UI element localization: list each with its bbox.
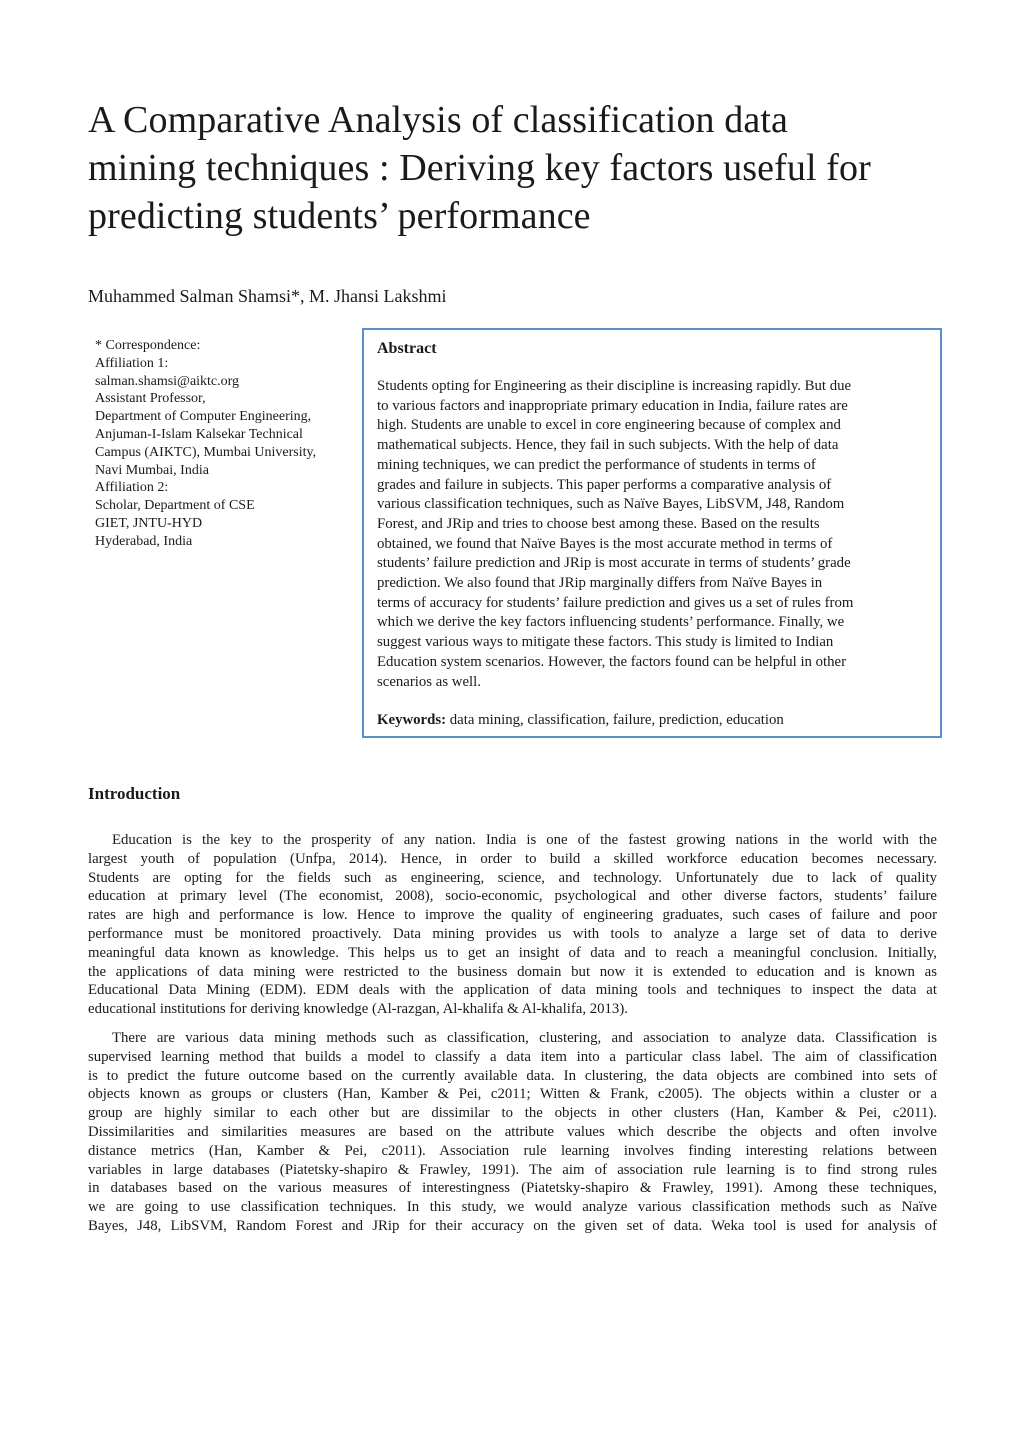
paragraph-line: Education is the key to the prosperity of any nation. India is one of the fastest growing nations in the world with the <box>112 832 937 848</box>
paragraph-line: meaningful data known as knowledge. This helps us to get an insight of data and to reach a meaningful conclusion. Initially, <box>88 944 937 961</box>
paragraph-line: performance must be monitored proactively. Data mining provides us with tools to analyze a large set of data to derive <box>88 925 937 942</box>
affiliation-line: Navi Mumbai, India <box>95 462 209 478</box>
paragraph-line: Dissimilarities and similarities measures are based on the attribute values which describe the objects and often involve <box>88 1123 937 1140</box>
introduction-heading: Introduction <box>88 784 181 803</box>
correspondence-email: salman.shamsi@aiktc.org <box>95 373 240 389</box>
paragraph-line: largest youth of population (Unfpa, 2014). Hence, in order to build a skilled workforce education becomes necessary. <box>88 850 937 867</box>
title-line: mining techniques : Deriving key factors useful for <box>88 147 871 189</box>
introduction-paragraph-1 <box>88 831 937 1019</box>
affiliation-line: Affiliation 2: <box>95 480 169 496</box>
abstract-heading: Abstract <box>377 340 437 357</box>
abstract-line: Forest, and JRip and tries to choose best among these. Based on the results <box>377 515 820 532</box>
abstract-body <box>377 377 929 692</box>
paragraph-line: supervised learning method that builds a model to classify a data item into a particular class label. The aim of classification <box>88 1048 937 1065</box>
abstract-line: Students opting for Engineering as their discipline is increasing rapidly. But due <box>377 378 852 394</box>
paragraph-line: Educational Data Mining (EDM). EDM deals with the application of data mining tools and techniques to inspect the data at <box>88 982 937 999</box>
affiliation-line: Department of Computer Engineering, <box>95 409 312 425</box>
affiliation-block <box>95 337 357 551</box>
paragraph-line: is to predict the future outcome based on the currently available data. In clustering, the data objects are combined into sets of <box>88 1067 937 1084</box>
paragraph-line: education at primary level (The economist, 2008), socio-economic, psychological and other diverse factors, students’ failure <box>88 888 937 905</box>
keywords-label: Keywords: <box>377 712 447 728</box>
affiliation-line: Anjuman-I-Islam Kalsekar Technical <box>95 426 303 442</box>
affiliation-line: Affiliation 1: <box>95 355 169 371</box>
affiliation-line: Assistant Professor, <box>95 391 206 407</box>
paragraph-line: Bayes, J48, LibSVM, Random Forest and JRip for their accuracy on the given set of data. Weka tool is used for analysis of <box>88 1217 937 1234</box>
affiliation-line: Campus (AIKTC), Mumbai University, <box>95 444 317 460</box>
paragraph-line: variables in large databases (Piatetsky-shapiro & Frawley, 1991). The aim of association rule learning is to find strong rules <box>88 1161 937 1178</box>
abstract-line: obtained, we found that Naïve Bayes is the most accurate method in terms of <box>377 535 833 552</box>
abstract-line: scenarios as well. <box>377 673 481 690</box>
paragraph-line: Students are opting for the fields such as engineering, science, and technology. Unfortunately due to lack of quality <box>88 869 937 886</box>
abstract-line: grades and failure in subjects. This paper performs a comparative analysis of <box>377 476 832 493</box>
abstract-line: which we derive the key factors influencing students’ performance. Finally, we <box>377 614 845 631</box>
affiliation-line: * Correspondence: <box>95 338 201 353</box>
abstract-line: mining techniques, we can predict the performance of students in terms of <box>377 456 816 473</box>
keywords-line <box>377 712 784 729</box>
affiliation-line: GIET, JNTU-HYD <box>95 515 203 531</box>
title-line: predicting students’ performance <box>88 195 591 237</box>
abstract-line: suggest various ways to mitigate these factors. This study is limited to Indian <box>377 634 834 651</box>
keywords-text: data mining, classification, failure, prediction, education <box>449 712 784 728</box>
abstract-line: high. Students are unable to excel in core engineering because of complex and <box>377 417 841 434</box>
paragraph-line: we are going to use classification techniques. In this study, we would analyze various classification methods such as Naïve <box>88 1199 937 1216</box>
affiliation-line: Hyderabad, India <box>95 533 193 549</box>
paragraph-line: in databases based on the various measures of interestingness (Piatetsky-shapiro & Frawley, 1991). Among these techniques, <box>88 1180 937 1197</box>
paragraph-line: group are highly similar to each other but are dissimilar to the objects in other clusters (Han, Kamber & Pei, c2011). <box>88 1105 937 1122</box>
affiliation-line: Scholar, Department of CSE <box>95 498 255 514</box>
paragraph-line: educational institutions for deriving knowledge (Al-razgan, Al-khalifa & Al-khalifa, 2013). <box>88 1001 628 1018</box>
introduction-paragraph-2 <box>88 1029 937 1236</box>
paragraph-line: distance metrics (Han, Kamber & Pei, c2011). Association rule learning involves finding interesting relations between <box>88 1142 937 1159</box>
abstract-line: prediction. We also found that JRip marginally differs from Naïve Bayes in <box>377 575 823 592</box>
paragraph-line: objects known as groups or clusters (Han, Kamber & Pei, c2011; Witten & Frank, c2005). The objects within a cluster or a <box>88 1086 937 1103</box>
abstract-line: mathematical subjects. Hence, they fail in such subjects. With the help of data <box>377 437 839 454</box>
abstract-line: students’ failure prediction and JRip is most accurate in terms of students’ grade <box>377 555 851 572</box>
author-list: Muhammed Salman Shamsi*, M. Jhansi Lakshmi <box>88 286 447 306</box>
abstract-line: various classification techniques, such as Naïve Bayes, LibSVM, J48, Random <box>377 496 845 513</box>
paragraph-line: the applications of data mining were restricted to the business domain but now it is extended to education and is known as <box>88 963 937 980</box>
abstract-box <box>362 328 942 738</box>
abstract-line: to various factors and inappropriate primary education in India, failure rates are <box>377 397 848 414</box>
abstract-line: Education system scenarios. However, the factors found can be helpful in other <box>377 653 847 670</box>
paper-title <box>88 96 948 240</box>
abstract-line: terms of accuracy for students’ failure prediction and gives us a set of rules from <box>377 594 854 611</box>
title-line: A Comparative Analysis of classification data <box>88 99 788 141</box>
paragraph-line: rates are high and performance is low. Hence to improve the quality of engineering graduates, such cases of failure and poor <box>88 907 937 924</box>
paragraph-line: There are various data mining methods such as classification, clustering, and association to analyze data. Classification is <box>112 1030 937 1046</box>
